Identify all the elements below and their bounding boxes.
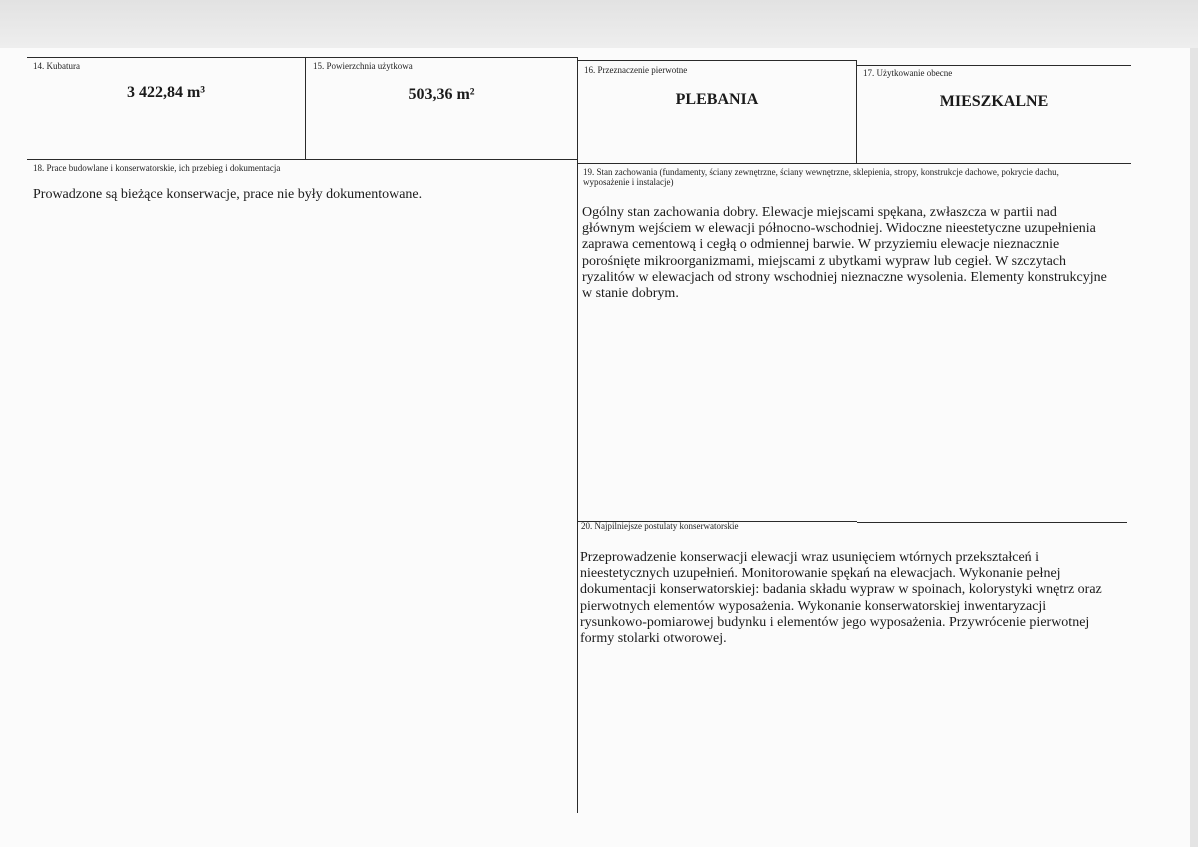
- box16-value: PLEBANIA: [675, 91, 759, 108]
- box15-value: 503,36 m²: [408, 86, 475, 103]
- box17-value: MIESZKALNE: [939, 93, 1049, 110]
- scan-top-edge: [0, 0, 1198, 48]
- rule-col-b: [577, 57, 578, 813]
- box16-label: 16. Przeznaczenie pierwotne: [584, 65, 688, 75]
- rule-mid-right: [577, 163, 1131, 164]
- box20-text: Przeprowadzenie konserwacji elewacji wraz usunięciem wtórnych przekształceń i nieestetycznych uzupełnień. Monitorowanie spękań na elewacjach. Wykonanie pełnej dokumentacji konserwatorskiej: badania składu wypraw w spoinach, kolorystyki wnętrz oraz pierwotnych elementów wyposażenia. Wykonanie konserwatorskiej inwentaryzacji rysunkowo-pomiarowej budynku i elementów jego wyposażenia. Przywrócenie pierwotnej formy stolarki otworowej.: [580, 550, 1102, 647]
- rule-top-row: [27, 57, 577, 58]
- box18-text: Prowadzone są bieżące konserwacje, prace nie były dokumentowane.: [33, 187, 423, 202]
- rule-mid-left: [27, 159, 577, 160]
- box14-value: 3 422,84 m³: [126, 84, 206, 101]
- scan-right-edge: [1190, 48, 1198, 847]
- box19-label: 19. Stan zachowania (fundamenty, ściany zewnętrzne, ściany wewnętrzne, sklepienia, stropy, konstrukcje dachowe, pokrycie dachu, wyposażenie i instalacje): [583, 167, 1059, 187]
- box18-label: 18. Prace budowlane i konserwatorskie, ich przebieg i dokumentacja: [33, 163, 281, 173]
- rule-top-row-right: [577, 60, 857, 61]
- box15-label: 15. Powierzchnia użytkowa: [313, 61, 413, 71]
- box19-text: Ogólny stan zachowania dobry. Elewacje miejscami spękana, zwłaszcza w partii nad głównym wejściem w elewacji północno-wschodniej. Widoczne nieestetyczne uzupełnienia zaprawa cementową i cegłą o odmiennej barwie. W przyziemiu elewacje nieznacznie porośnięte mikroorganizmami, miejscami z ubytkami wypraw lub cegieł. W szczytach ryzalitów w elewacjach od strony wschodniej nieznaczne wysolenia. Elementy konstrukcyjne w stanie dobrym.: [582, 205, 1107, 302]
- box20-label: 20. Najpilniejsze postulaty konserwatorskie: [581, 521, 739, 531]
- rule-col-c: [856, 60, 857, 163]
- rule-col-a: [305, 57, 306, 159]
- box17-label: 17. Użytkowanie obecne: [863, 68, 953, 78]
- box14-label: 14. Kubatura: [33, 61, 80, 71]
- rule-top-row-far-right: [857, 65, 1131, 66]
- rule-box20-top-right: [857, 522, 1127, 523]
